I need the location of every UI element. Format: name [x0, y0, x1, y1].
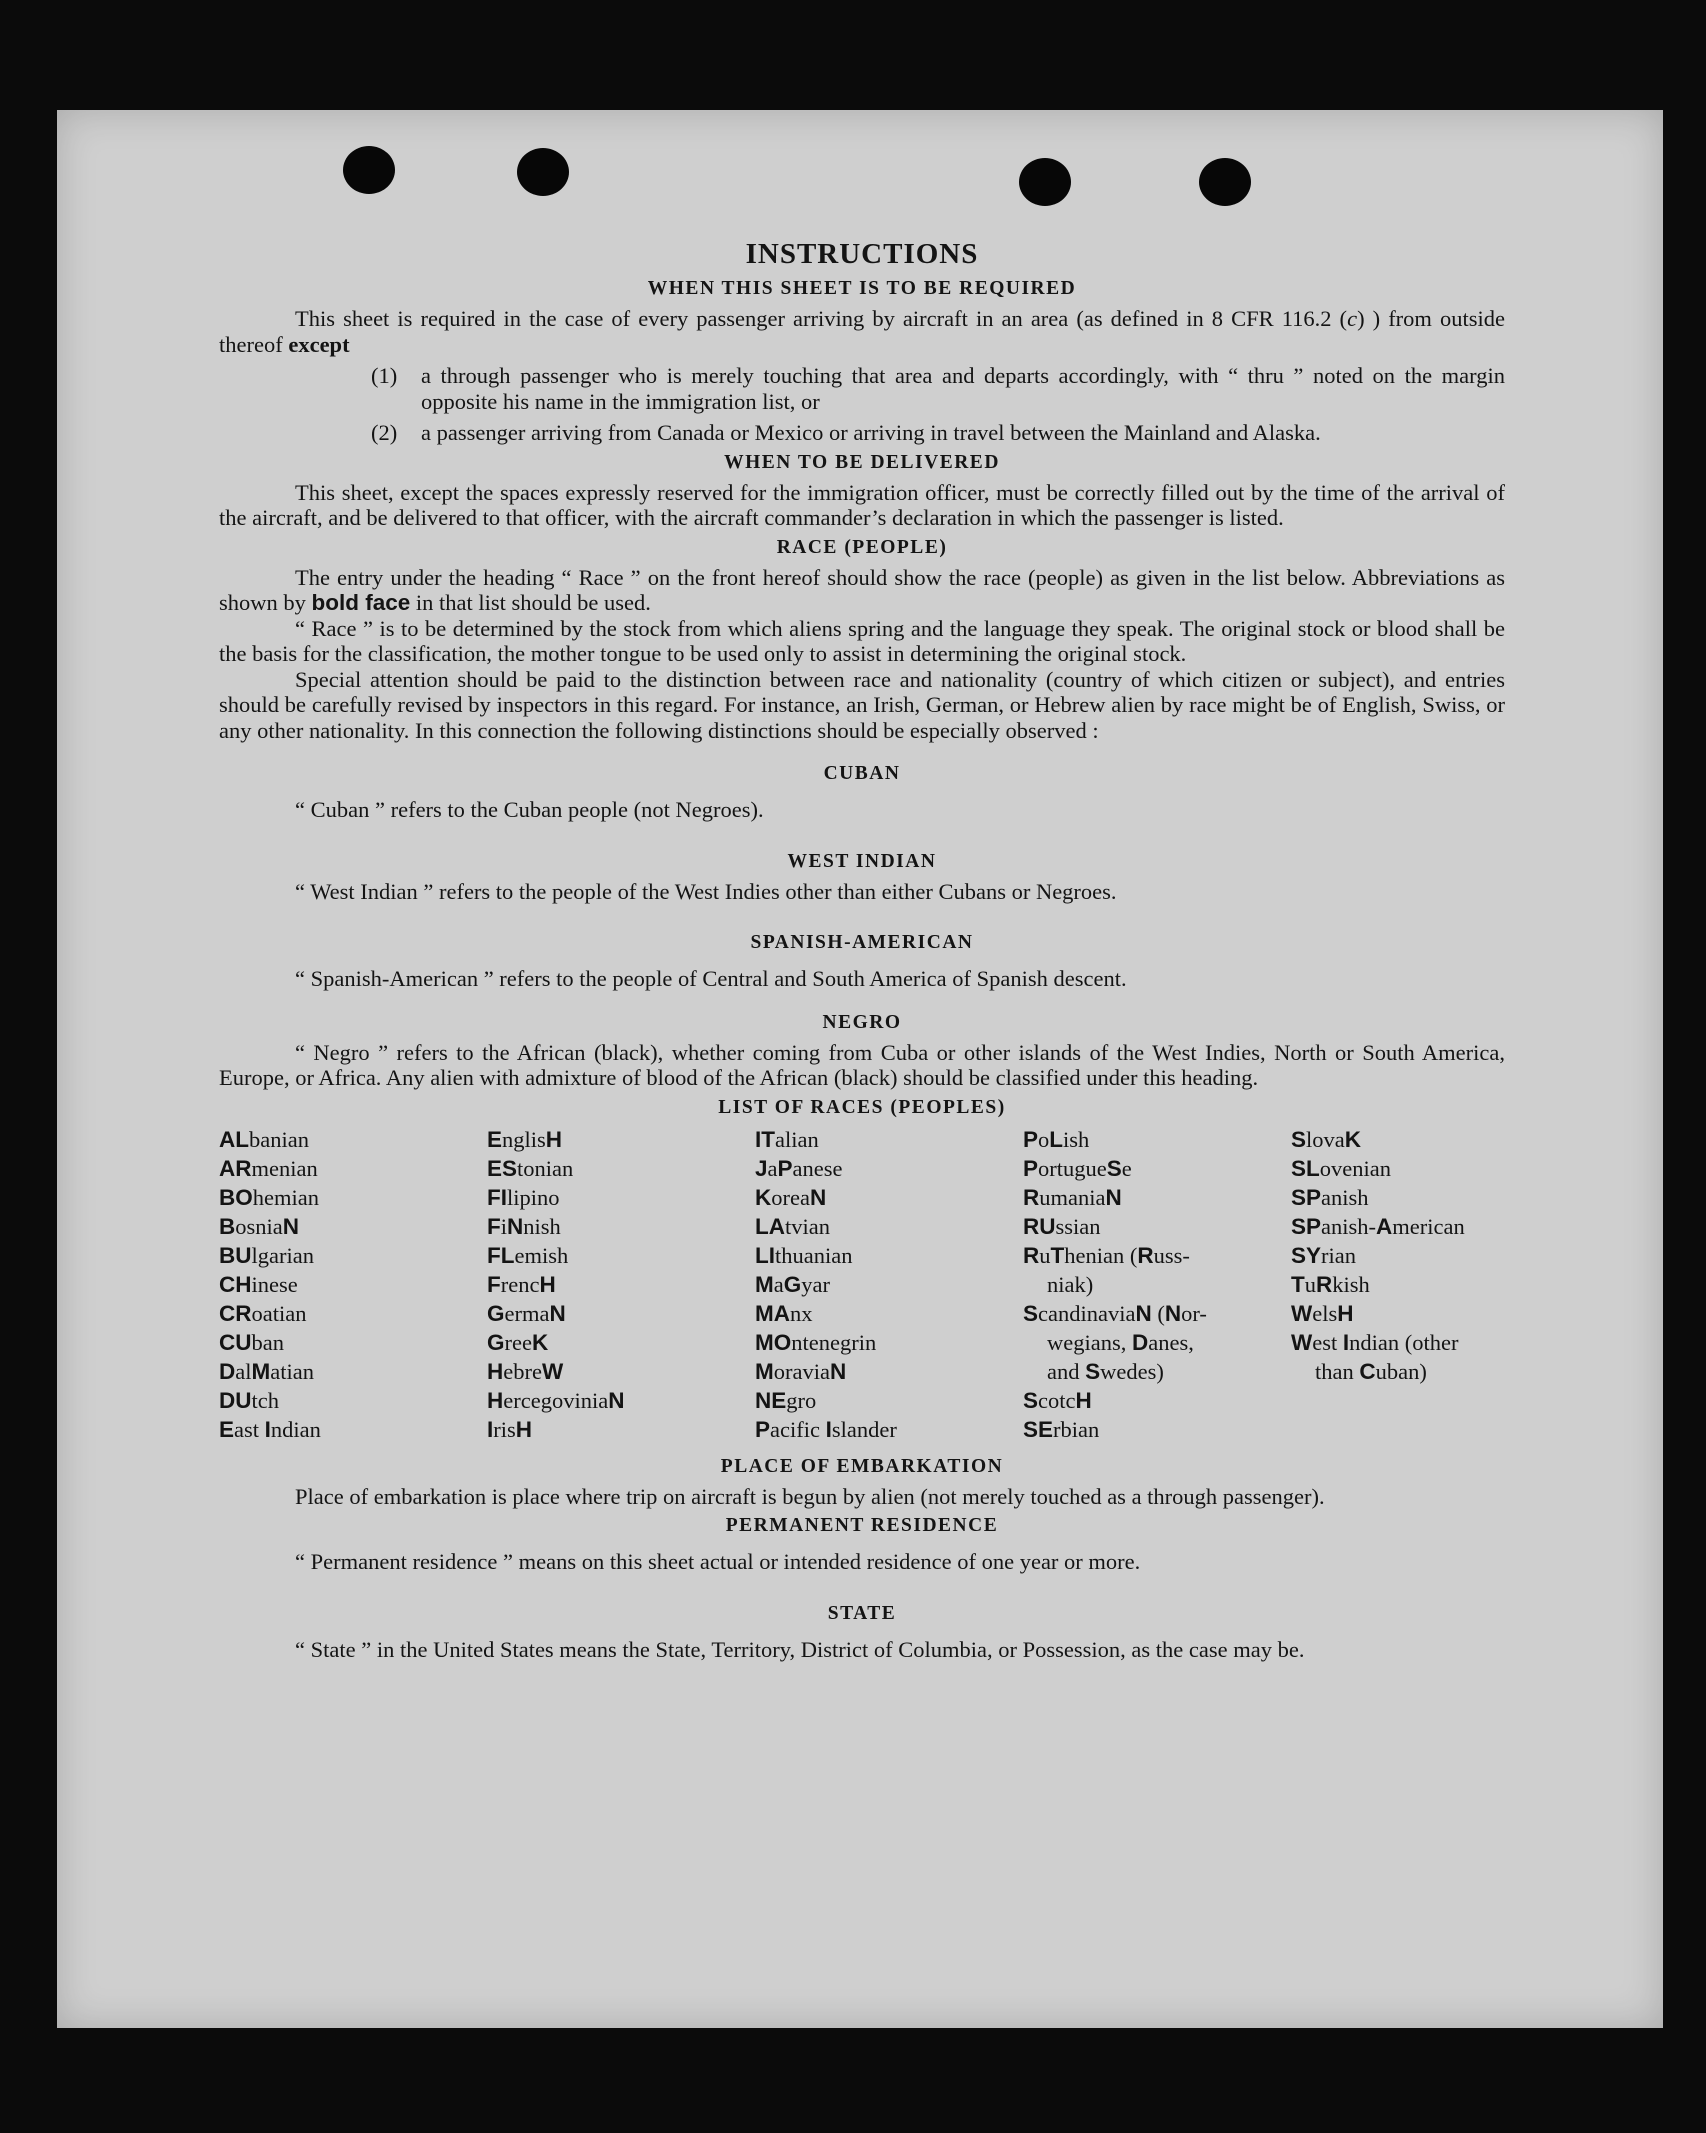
heading-west-indian: WEST INDIAN — [787, 850, 937, 872]
punch-hole — [1019, 158, 1071, 206]
punch-hole — [1199, 158, 1251, 206]
race-entry: MaGyar — [755, 1271, 830, 1297]
heading-embarkation: PLACE OF EMBARKATION — [720, 1455, 1004, 1477]
state-text: “ State ” in the United States means the State, Territory, District of Columbia, or Possession, as the case may be. — [295, 1636, 1305, 1662]
race-entry: MOntenegrin — [755, 1329, 877, 1355]
cuban-text: “ Cuban ” refers to the Cuban people (not Negroes). — [295, 797, 764, 822]
race-paragraph-3: Special attention should be paid to the distinction between race and nationality (country of which citizen or subject), and entries should be carefully revised by inspectors in this regard. For instance, an Irish, German, or Hebrew alien by race might be of English, Swiss, or any other nationality. In this connection the following distinctions should be especially observed : — [219, 666, 1505, 743]
races-list — [219, 1125, 1505, 1444]
race-entry: BOhemian — [219, 1184, 319, 1210]
item-number: (1) — [371, 363, 398, 388]
race-entry: ARmenian — [219, 1155, 318, 1181]
race-entry: HebreW — [487, 1358, 564, 1384]
race-entry: BUlgarian — [219, 1242, 314, 1268]
item-text: a passenger arriving from Canada or Mexico or arriving in travel between the Mainland and Alaska. — [421, 420, 1321, 445]
race-entry: MoraviaN — [755, 1358, 847, 1384]
required-intro-c: c — [1347, 306, 1358, 331]
punch-hole — [343, 146, 395, 194]
heading-list-of-races: LIST OF RACES (PEOPLES) — [718, 1096, 1006, 1118]
race-entry: GermaN — [487, 1300, 566, 1326]
race-entry: wegians, Danes, — [1047, 1329, 1194, 1355]
race-entry: FLemish — [487, 1242, 569, 1268]
race-entry: Pacific Islander — [755, 1416, 897, 1442]
race-entry: LIthuanian — [755, 1242, 853, 1268]
race-p1-bold: bold face — [311, 590, 411, 615]
race-entry: RuThenian (Russ- — [1023, 1242, 1190, 1268]
required-intro — [219, 306, 1505, 357]
race-entry: MAnx — [755, 1300, 813, 1326]
race-entry: and Swedes) — [1047, 1358, 1164, 1384]
spanish-american-text: “ Spanish-American ” refers to the people of Central and South America of Spanish descent. — [295, 966, 1127, 991]
required-item — [371, 363, 1505, 414]
race-entry: RUssian — [1023, 1213, 1101, 1239]
delivered-text: This sheet, except the spaces expressly reserved for the immigration officer, must be correctly filled out by the time of the arrival of the aircraft, and be delivered to that officer, with the aircraft commander’s declaration in which the passenger is listed. — [219, 479, 1505, 530]
race-entry: ScotcH — [1023, 1387, 1092, 1413]
race-entry: SErbian — [1023, 1416, 1100, 1442]
page-title: INSTRUCTIONS — [745, 238, 979, 270]
race-entry: FIlipino — [487, 1184, 560, 1210]
race-entry: SPanish-American — [1291, 1213, 1465, 1239]
residence-text: “ Permanent residence ” means on this sheet actual or intended residence of one year or more. — [295, 1549, 1141, 1574]
race-entry: CHinese — [219, 1271, 298, 1297]
race-column — [487, 1125, 755, 1444]
race-entry: PortugueSe — [1023, 1155, 1132, 1181]
item-number: (2) — [371, 420, 398, 445]
race-entry: RumaniaN — [1023, 1184, 1122, 1210]
race-column — [1023, 1125, 1291, 1444]
race-entry: PoLish — [1023, 1126, 1090, 1152]
race-entry: EStonian — [487, 1155, 574, 1181]
heading-delivered: WHEN TO BE DELIVERED — [724, 451, 1000, 473]
race-entry: SYrian — [1291, 1242, 1357, 1268]
required-intro-a: This sheet is required in the case of every passenger arriving by aircraft in an area (as defined in 8 CFR 116.2 ( — [295, 306, 1348, 331]
race-entry: LAtvian — [755, 1213, 830, 1239]
race-entry: CRoatian — [219, 1300, 307, 1326]
race-entry: SLovenian — [1291, 1155, 1391, 1181]
required-except: except — [288, 331, 350, 357]
race-paragraph-1 — [219, 565, 1505, 616]
heading-state: STATE — [827, 1602, 897, 1624]
race-entry: CUban — [219, 1329, 284, 1355]
race-column — [219, 1125, 487, 1444]
race-entry: ScandinaviaN (Nor- — [1023, 1300, 1207, 1326]
heading-residence: PERMANENT RESIDENCE — [725, 1515, 999, 1536]
race-entry: EnglisH — [487, 1126, 563, 1152]
required-item — [371, 420, 1505, 446]
heading-negro: NEGRO — [822, 1011, 902, 1033]
race-entry: DUtch — [219, 1387, 279, 1413]
race-entry: East Indian — [219, 1416, 321, 1442]
race-entry: KoreaN — [755, 1184, 827, 1210]
race-entry: TuRkish — [1291, 1271, 1370, 1297]
embarkation-text: Place of embarkation is place where trip on aircraft is begun by alien (not merely touched as a through passenger). — [295, 1483, 1325, 1509]
race-entry: FiNnish — [487, 1213, 561, 1239]
race-entry: ALbanian — [219, 1126, 309, 1152]
heading-race: RACE (PEOPLE) — [776, 536, 948, 558]
race-entry: SlovaK — [1291, 1126, 1362, 1152]
negro-text: “ Negro ” refers to the African (black), whether coming from Cuba or other islands of the West Indies, North or South America, Europe, or Africa. Any alien with admixture of blood of the African (black) should be classified under this heading. — [219, 1039, 1505, 1090]
race-entry: WelsH — [1291, 1300, 1354, 1326]
race-entry: ITalian — [755, 1126, 819, 1152]
item-text: a through passenger who is merely touching that area and departs accordingly, with “ thru ” noted on the margin opposite his name in the immigration list, or — [421, 363, 1505, 414]
race-entry: DalMatian — [219, 1358, 314, 1384]
race-entry: IrisH — [487, 1416, 533, 1442]
heading-spanish-american: SPANISH-AMERICAN — [750, 932, 974, 953]
race-entry: than Cuban) — [1315, 1358, 1427, 1384]
race-entry: BosniaN — [219, 1213, 299, 1239]
race-column — [755, 1125, 1023, 1444]
race-entry: HercegoviniaN — [487, 1387, 625, 1413]
west-indian-text: “ West Indian ” refers to the people of the West Indies other than either Cubans or Negroes. — [295, 878, 1117, 904]
heading-cuban: CUBAN — [823, 763, 901, 784]
race-entry: West Indian (other — [1291, 1329, 1459, 1355]
race-entry: niak) — [1047, 1271, 1094, 1297]
race-entry: NEgro — [755, 1387, 817, 1413]
race-entry: SPanish — [1291, 1184, 1369, 1210]
race-paragraph-2: “ Race ” is to be determined by the stock from which aliens spring and the language they speak. The original stock or blood shall be the basis for the classification, the mother tongue to be used only to assist in determining the original stock. — [219, 615, 1505, 666]
punch-hole — [517, 148, 569, 196]
race-column — [1291, 1125, 1505, 1444]
race-p1-b: in that list should be used. — [410, 590, 651, 615]
race-p1-a: The entry under the heading “ Race ” on the front hereof should show the race (people) as given in the list below. Abbreviations as shown by — [219, 564, 1505, 615]
race-entry: FrencH — [487, 1271, 556, 1297]
instructions-content — [219, 236, 1505, 1662]
race-entry: JaPanese — [755, 1155, 843, 1181]
heading-required: WHEN THIS SHEET IS TO BE REQUIRED — [647, 278, 1077, 299]
race-entry: GreeK — [487, 1329, 549, 1355]
required-intro-b: ) ) from outside thereof — [219, 306, 1505, 357]
